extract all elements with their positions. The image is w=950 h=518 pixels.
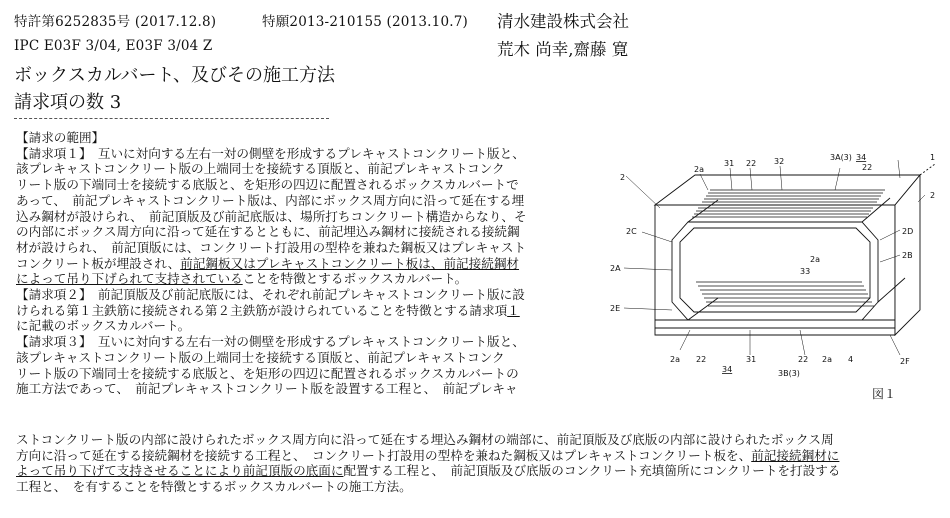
text-segment: 配置する工程と、 前記頂版及び底版のコンクリート充填箇所にコンクリートを打設する bbox=[343, 463, 841, 479]
text-segment: 【請求の範囲】 bbox=[16, 130, 105, 145]
text-line bbox=[16, 193, 588, 209]
text-segment: リート版の下端同士を接続する底版と、を矩形の四辺に配置されるボックスカルバートの bbox=[16, 365, 519, 381]
text-segment: ことを特徴とするボックスカルバート。 bbox=[242, 271, 468, 287]
label-31-bottom: 31 bbox=[746, 355, 757, 364]
label-22-bottom-right: 22 bbox=[798, 355, 809, 364]
application-number: 特願2013-210155 (2013.10.7) bbox=[262, 14, 468, 30]
label-2-right: 2 bbox=[930, 191, 936, 200]
text-line bbox=[16, 366, 588, 382]
text-line bbox=[16, 350, 588, 366]
text-segment: リート版の下端同士を接続する底版と、を矩形の四辺に配置されるボックスカルバートで bbox=[16, 177, 519, 193]
label-34-top: 34 bbox=[856, 153, 867, 162]
text-line bbox=[16, 130, 588, 146]
text-segment: 【請求項２】 前記頂版及び前記底版には、それぞれ前記プレキャストコンクリート版に設 bbox=[16, 287, 525, 303]
text-line bbox=[16, 224, 588, 240]
claims-section bbox=[16, 130, 588, 397]
label-2f: 2F bbox=[900, 357, 910, 366]
text-segment: けられる第１主鉄筋に接続される第２主鉄筋が設けられていることを特徴とする請求項 bbox=[16, 302, 508, 318]
claim-count: 請求項の数 3 bbox=[14, 92, 122, 113]
label-2a-top: 2a bbox=[694, 165, 704, 174]
text-line bbox=[16, 287, 588, 303]
text-line bbox=[16, 334, 588, 350]
text-segment: コンクリート板が埋設され、 bbox=[16, 255, 181, 271]
text-segment: 【請求項１】 互いに対向する左右一対の側壁を形成するプレキャストコンクリート版と、 bbox=[16, 145, 525, 161]
text-segment: 【請求項３】 互いに対向する左右一対の側壁を形成するプレキャストコンクリート版と、 bbox=[16, 334, 525, 350]
text-line bbox=[16, 240, 588, 256]
label-33: 33 bbox=[800, 267, 811, 276]
label-22-top: 22 bbox=[746, 159, 757, 168]
text-segment: ストコンクリート版の内部に設けられたボックス周方向に沿って延在する埋込み鋼材の端部に、前記頂版及び底版の内部に設けられたボックス周 bbox=[16, 432, 834, 447]
applicant-name: 清水建設株式会社 bbox=[497, 12, 629, 31]
label-4: 4 bbox=[848, 355, 854, 364]
section-divider bbox=[14, 118, 329, 119]
text-line bbox=[16, 463, 941, 479]
text-segment: 該プレキャストコンクリート版の上端同士を接続する頂版と、前記プレキャストコンク bbox=[16, 349, 505, 365]
invention-title: ボックスカルバート、及びその施工方法 bbox=[14, 65, 335, 86]
text-line bbox=[16, 432, 941, 448]
label-2a-bottom-left: 2a bbox=[670, 355, 680, 364]
label-34-bottom: 34 bbox=[722, 365, 733, 374]
label-2b: 2B bbox=[902, 251, 913, 260]
patent-number: 特許第6252835号 (2017.12.8) bbox=[14, 14, 217, 30]
inventor-names: 荒木 尚幸,齋藤 寛 bbox=[497, 40, 629, 59]
label-2a-mid: 2a bbox=[810, 255, 820, 264]
label-31: 31 bbox=[724, 159, 735, 168]
text-line bbox=[16, 256, 588, 272]
text-segment: 込み鋼材が設けられ、 前記頂版及び前記底版は、場所打ちコンクリート構造からなり、そ bbox=[16, 208, 527, 224]
underlined-text: 前記接続鋼材に bbox=[751, 447, 840, 463]
text-line bbox=[16, 146, 588, 162]
underlined-text: １ bbox=[507, 302, 520, 318]
label-1: 1 bbox=[930, 153, 936, 162]
label-32: 32 bbox=[774, 157, 785, 166]
label-2-left: 2 bbox=[620, 173, 626, 182]
underlined-text: によって吊り下げられて支持されている bbox=[16, 271, 243, 287]
underlined-text: よって吊り下げて支持させることにより前記頂版の底面に bbox=[16, 463, 344, 479]
text-segment: あって、 前記プレキャストコンクリート版は、内部にボックス周方向に沿って延在する埋 bbox=[16, 192, 525, 208]
text-segment: 方向に沿って延在する接続鋼材を接続する工程と、 コンクリート打設用の型枠を兼ねた鋼板又はプレキャストコンクリート板を、 bbox=[16, 447, 752, 463]
text-segment: に記載のボックスカルバート。 bbox=[16, 318, 191, 334]
label-22-bottom-left: 22 bbox=[696, 355, 707, 364]
label-2c: 2C bbox=[626, 227, 637, 236]
text-line bbox=[16, 303, 588, 319]
text-line bbox=[16, 479, 941, 495]
text-line bbox=[16, 381, 588, 397]
label-2a-left: 2A bbox=[610, 264, 621, 273]
text-line bbox=[16, 318, 588, 334]
patent-figure bbox=[600, 150, 945, 415]
ipc-classification: IPC E03F 3/04, E03F 3/04 Z bbox=[14, 38, 213, 54]
box-culvert-drawing bbox=[600, 150, 945, 415]
text-line bbox=[16, 177, 588, 193]
label-2a-bottom-right: 2a bbox=[822, 355, 832, 364]
text-segment: 工程と、 を有することを特徴とするボックスカルバートの施工方法。 bbox=[16, 479, 412, 495]
label-3a: 3A(3) bbox=[830, 153, 852, 162]
label-2d: 2D bbox=[902, 227, 914, 236]
text-segment: 該プレキャストコンクリート版の上端同士を接続する頂版と、前記プレキャストコンク bbox=[16, 161, 505, 177]
claim-continuation bbox=[16, 432, 941, 495]
text-line bbox=[16, 448, 941, 464]
text-segment: 施工方法であって、 前記プレキャストコンクリート版を設置する工程と、 前記プレキャ bbox=[16, 381, 518, 397]
text-segment: 材が設けられ、 前記頂版には、コンクリート打設用の型枠を兼ねた鋼板又はプレキャスト bbox=[16, 239, 527, 255]
label-2e: 2E bbox=[610, 304, 621, 313]
figure-caption: 図１ bbox=[872, 387, 897, 401]
text-segment: の内部にボックス周方向に沿って延在するとともに、前記埋込み鋼材に接続される接続鋼 bbox=[16, 224, 520, 240]
text-line bbox=[16, 271, 588, 287]
text-line bbox=[16, 209, 588, 225]
label-22-right: 22 bbox=[862, 163, 873, 172]
text-line bbox=[16, 161, 588, 177]
underlined-text: 前記鋼板又はプレキャストコンクリート板は、前記接続鋼材 bbox=[180, 255, 520, 271]
label-3b: 3B(3) bbox=[778, 369, 800, 378]
